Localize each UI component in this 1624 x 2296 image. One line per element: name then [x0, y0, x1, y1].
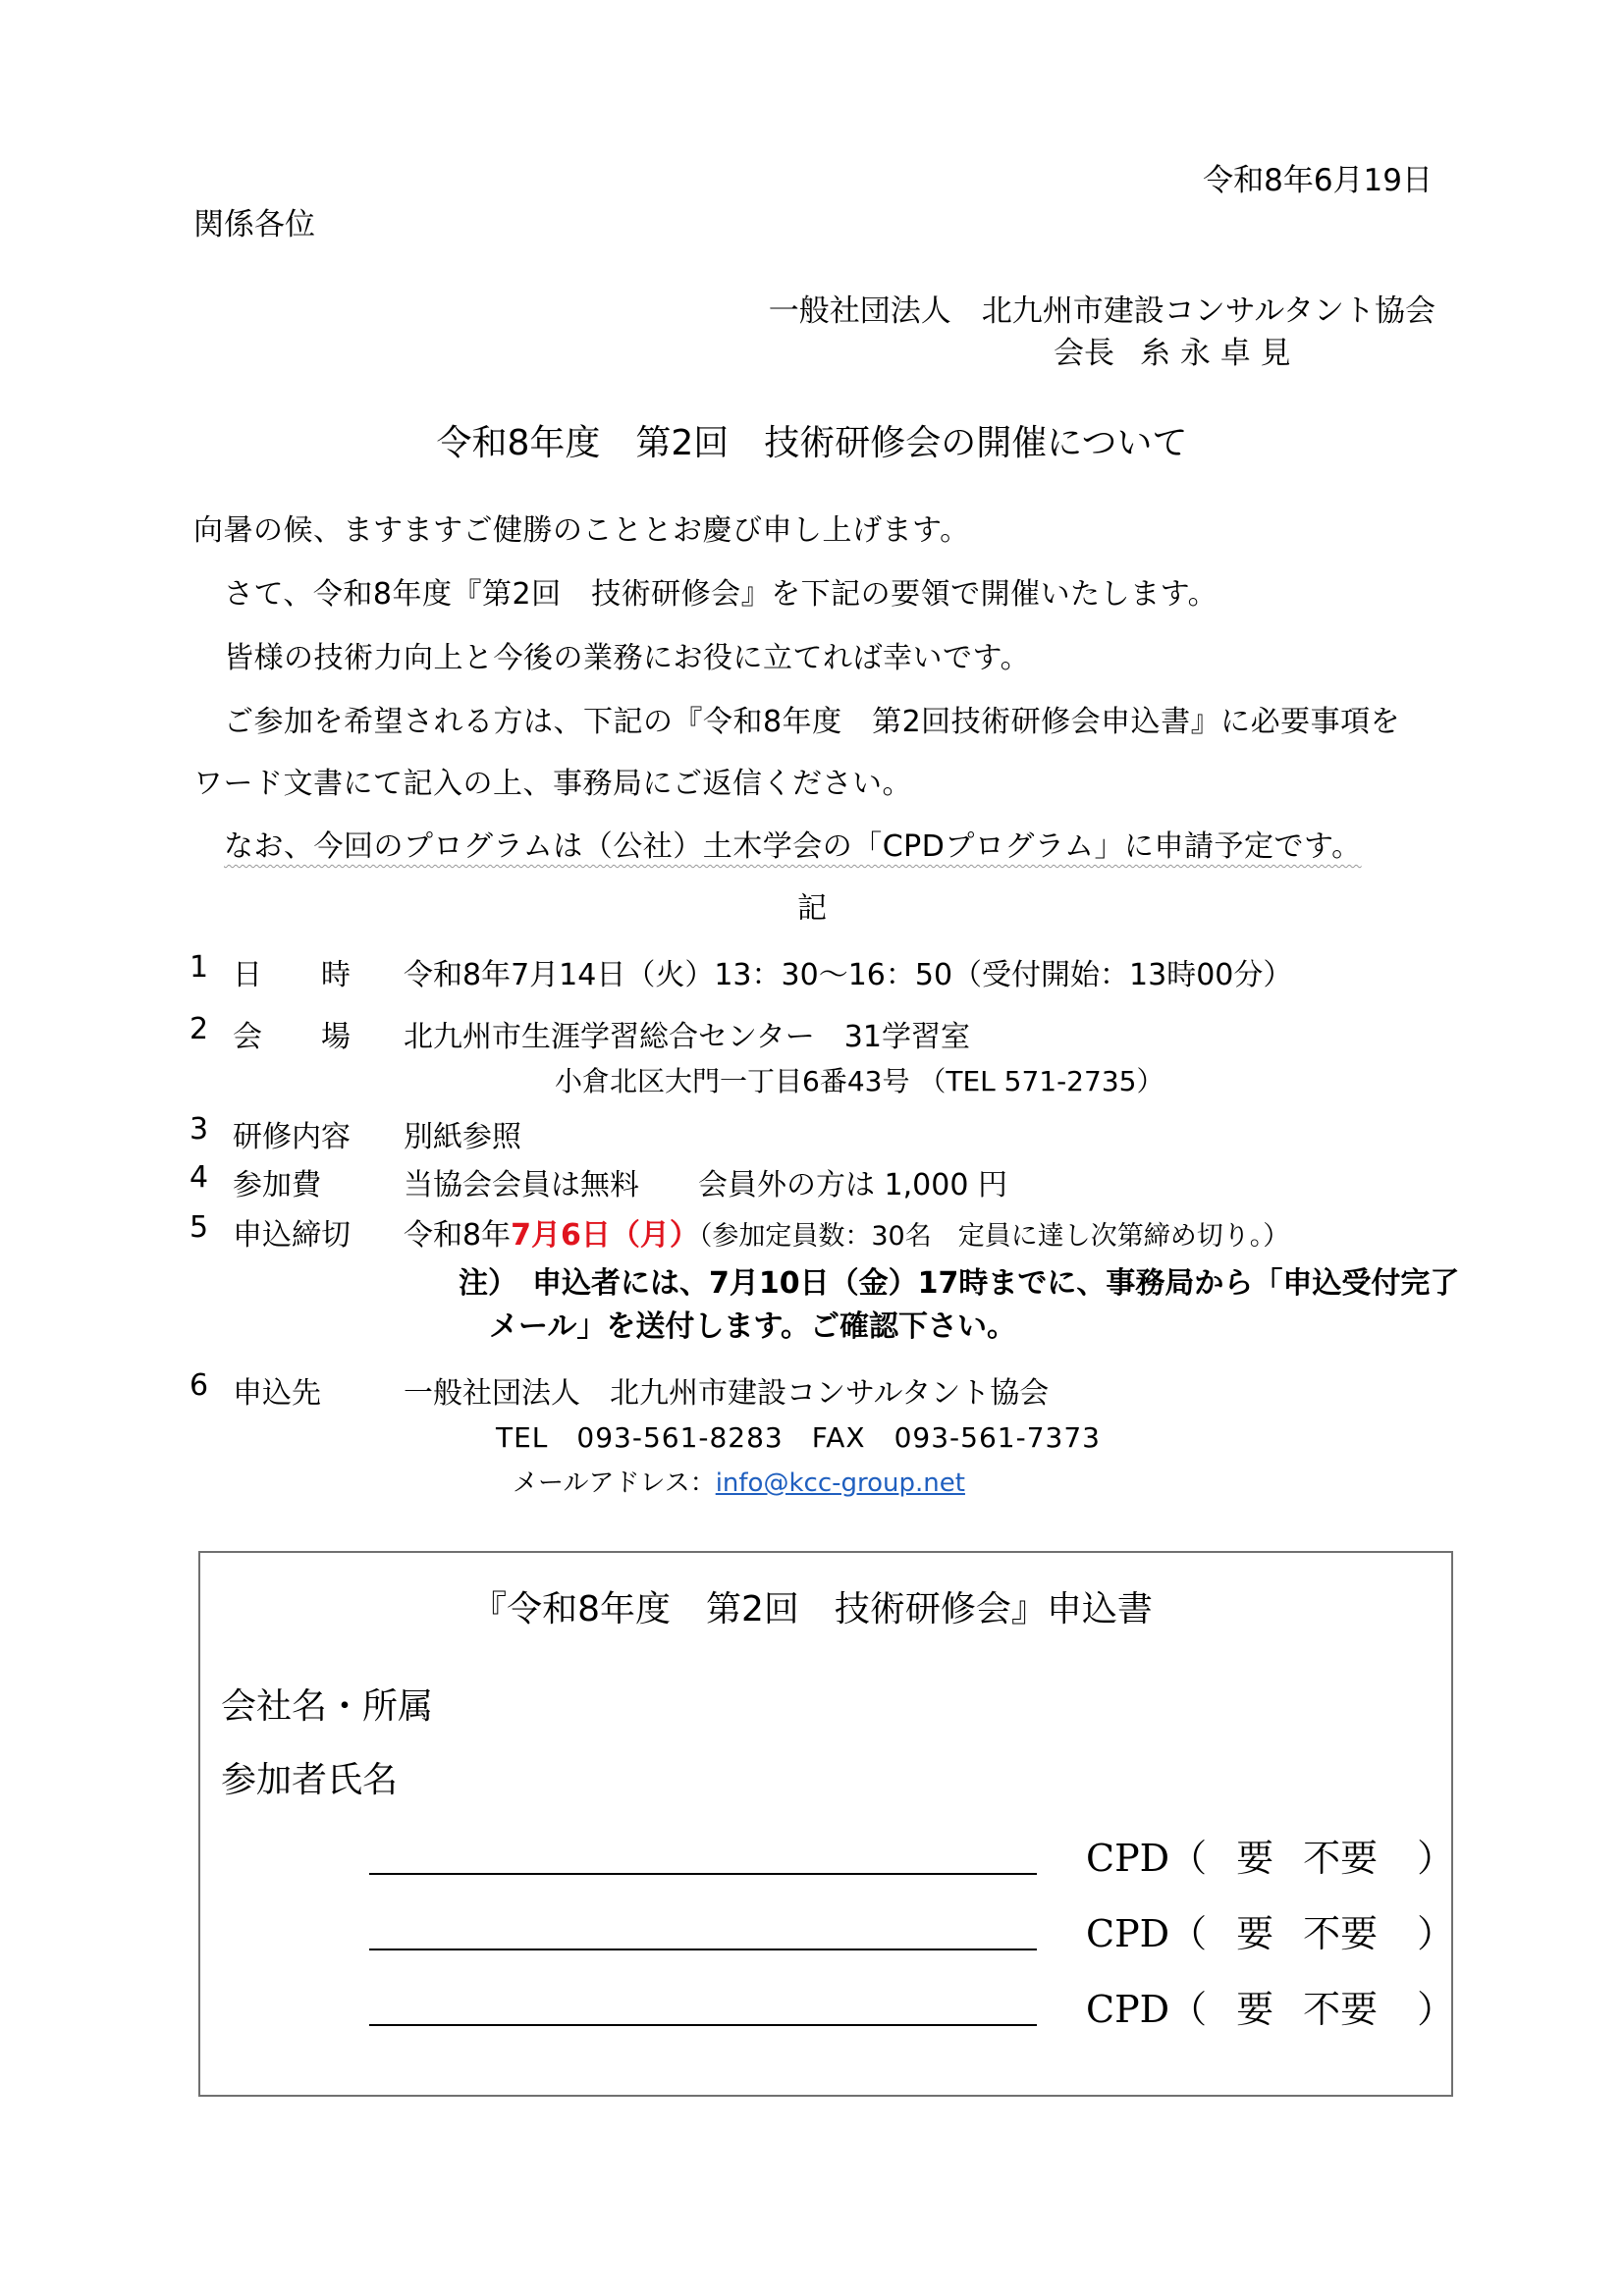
item-2-label: 会 場 — [233, 1020, 351, 1054]
cpd-prefix: CPD（ — [1086, 1912, 1208, 1955]
item-6-number: 6 — [189, 1368, 209, 1403]
item-4-label: 参加費 — [233, 1168, 321, 1202]
cpd-option-row — [1086, 1903, 1454, 1957]
document-date: 令和8年6月19日 — [1203, 163, 1433, 198]
cpd-prefix: CPD（ — [1086, 1837, 1208, 1880]
item-5-number: 5 — [189, 1210, 209, 1245]
cpd-suffix: ） — [1417, 1912, 1455, 1955]
ki-heading: 記 — [797, 891, 827, 926]
body-paragraph-1: 向暑の候、ますますご健勝のこととお慶び申し上げます。 — [193, 513, 970, 548]
cpd-yes-option[interactable]: 要 — [1236, 1837, 1274, 1880]
item-1-number: 1 — [189, 950, 209, 985]
item-5-note-line-2: メール」を送付します。ご確認下さい。 — [489, 1309, 1016, 1344]
cpd-no-option[interactable]: 不要 — [1303, 1912, 1379, 1955]
cpd-prefix: CPD（ — [1086, 1988, 1208, 2031]
sender-president — [1054, 328, 1291, 372]
item-5-value — [404, 1210, 1289, 1254]
president-title: 会長 — [1054, 336, 1114, 371]
item-2-number: 2 — [189, 1012, 209, 1046]
item-1-label: 日 時 — [233, 958, 351, 992]
participant-name-line[interactable] — [369, 1949, 1037, 1950]
item-1-value: 令和8年7月14日（火）13：30～16：50（受付開始：13時00分） — [404, 958, 1293, 992]
participant-name-line[interactable] — [369, 1873, 1037, 1875]
sender-organization: 一般社団法人 北九州市建設コンサルタント協会 — [768, 294, 1435, 329]
cpd-no-option[interactable]: 不要 — [1303, 1837, 1379, 1880]
item-3-number: 3 — [189, 1112, 209, 1147]
deadline-date: 7月6日（月） — [511, 1218, 699, 1253]
email-label: メールアドレス： — [513, 1468, 716, 1498]
cpd-option-row — [1086, 1979, 1454, 2033]
email-link[interactable]: info@kcc-group.net — [715, 1468, 965, 1498]
item-6-label: 申込先 — [233, 1376, 321, 1411]
cpd-suffix: ） — [1417, 1837, 1455, 1880]
item-6-tel-fax: TEL 093-561-8283 FAX 093-561-7373 — [496, 1421, 1101, 1454]
item-6-value: 一般社団法人 北九州市建設コンサルタント協会 — [404, 1376, 1050, 1411]
item-3-value: 別紙参照 — [404, 1120, 521, 1154]
item-4-value: 当協会会員は無料 会員外の方は 1,000 円 — [404, 1168, 1007, 1202]
company-label: 会社名・所属 — [221, 1686, 434, 1727]
cpd-option-row — [1086, 1828, 1454, 1882]
recipient: 関係各位 — [193, 207, 315, 242]
item-2-address: 小倉北区大門一丁目6番43号 （TEL 571-2735） — [555, 1065, 1164, 1097]
participant-label: 参加者氏名 — [221, 1760, 399, 1800]
item-5-label: 申込締切 — [233, 1218, 351, 1253]
body-paragraph-5: ワード文書にて記入の上、事務局にご返信ください。 — [193, 767, 912, 801]
deadline-suffix: （参加定員数：30名 定員に達し次第締め切り。） — [698, 1221, 1290, 1252]
document-title: 令和8年度 第2回 技術研修会の開催について — [436, 423, 1188, 463]
president-name: 糸 永 卓 見 — [1140, 336, 1291, 371]
participant-name-line[interactable] — [369, 2024, 1037, 2026]
cpd-no-option[interactable]: 不要 — [1303, 1988, 1379, 2031]
item-4-number: 4 — [189, 1160, 209, 1195]
cpd-yes-option[interactable]: 要 — [1236, 1988, 1274, 2031]
form-title: 『令和8年度 第2回 技術研修会』申込書 — [471, 1589, 1153, 1629]
item-5-note-line-1: 注） 申込者には、7月10日（金）17時までに、事務局から「申込受付完了 — [459, 1266, 1460, 1301]
body-paragraph-4: ご参加を希望される方は、下記の『令和8年度 第2回技術研修会申込書』に必要事項を — [224, 705, 1401, 739]
item-6-email-row — [513, 1463, 965, 1499]
item-2-value: 北九州市生涯学習総合センター 31学習室 — [404, 1020, 970, 1054]
deadline-prefix: 令和8年 — [404, 1218, 512, 1253]
body-paragraph-2: さて、令和8年度『第2回 技術研修会』を下記の要領で開催いたします。 — [224, 577, 1218, 612]
cpd-suffix: ） — [1417, 1988, 1455, 2031]
body-paragraph-6: なお、今回のプログラムは（公社）土木学会の「CPDプログラム」に申請予定です。 — [224, 829, 1362, 864]
cpd-yes-option[interactable]: 要 — [1236, 1912, 1274, 1955]
item-3-label: 研修内容 — [233, 1120, 351, 1154]
body-paragraph-3: 皆様の技術力向上と今後の業務にお役に立てれば幸いです。 — [224, 641, 1031, 675]
